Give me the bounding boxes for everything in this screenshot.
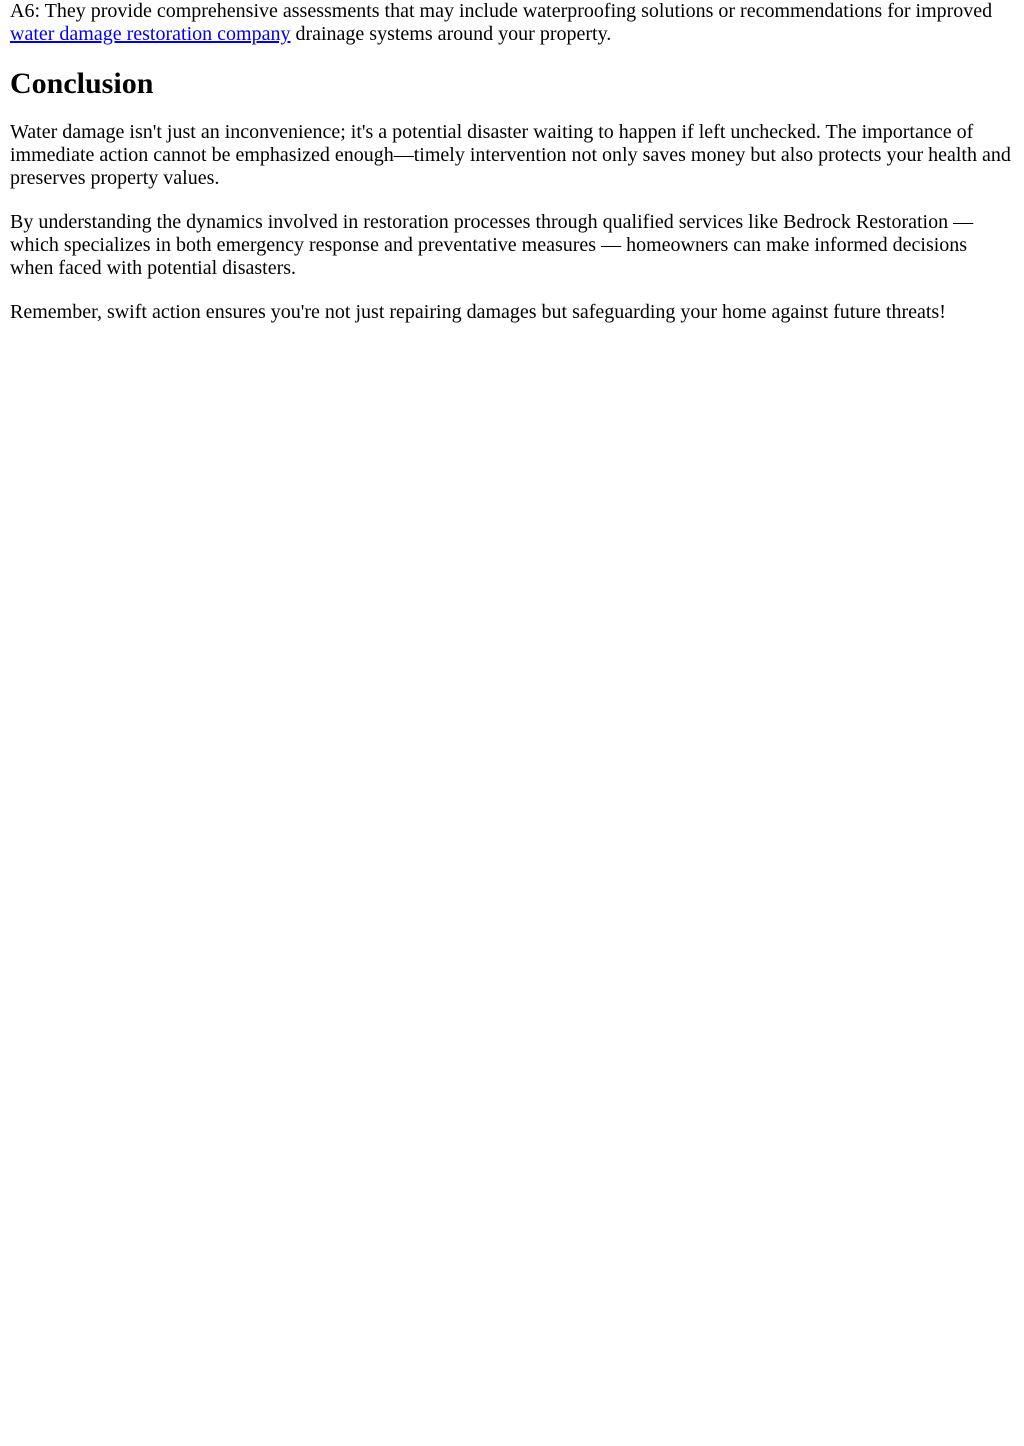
- water-damage-restoration-link[interactable]: water damage restoration company: [10, 23, 291, 45]
- conclusion-paragraph-2: By understanding the dynamics involved in restoration processes through qualified services like Bedrock Restoration — which specializes in both emergency response and preventative measures — homeowners can make informed decisions when faced with potential disasters.: [10, 211, 974, 279]
- conclusion-paragraph-3: Remember, swift action ensures you're not just repairing damages but safeguarding your home against future threats!: [10, 301, 946, 323]
- faq-answer-a6-text-end: drainage systems around your property.: [290, 23, 612, 45]
- conclusion-heading: Conclusion: [10, 67, 154, 100]
- faq-answer-a6: [10, 0, 1014, 46]
- conclusion-paragraph-1: Water damage isn't just an inconvenience; it's a potential disaster waiting to happen if left unchecked. The importance of immediate action cannot be emphasized enough—timely intervention not only saves money but also protects your health and preserves property values.: [10, 121, 1011, 189]
- article-body: [0, 0, 1024, 324]
- faq-answer-a6-text-start: A6: They provide comprehensive assessments that may include waterproofing solutions or recommendations for improved: [10, 0, 993, 22]
